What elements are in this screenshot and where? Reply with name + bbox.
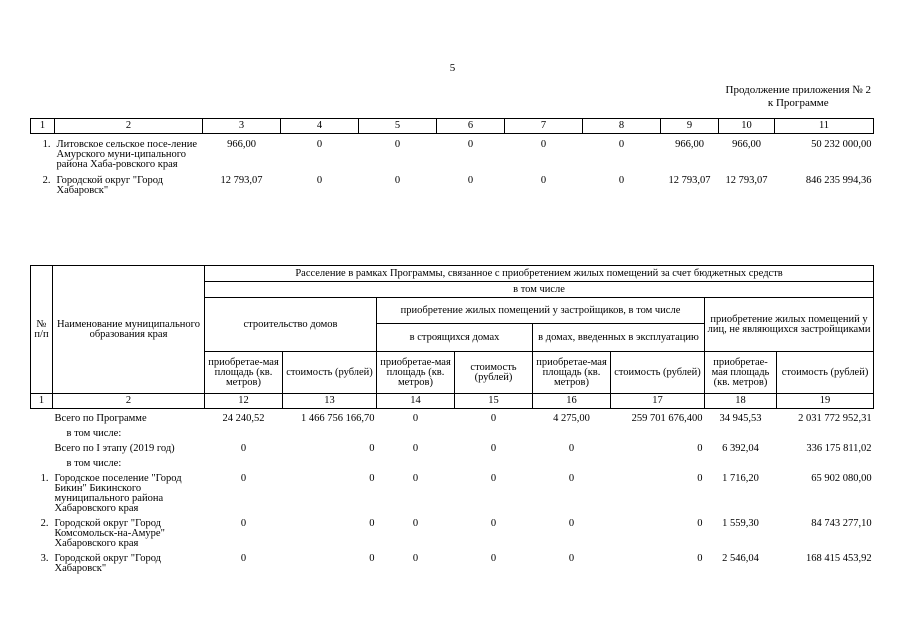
cell: 966,00 [227, 139, 256, 150]
cell: 24 240,52 [222, 413, 265, 424]
cell: 0 [490, 518, 497, 529]
cell: 966,00 [675, 139, 704, 150]
cell: 4 275,00 [553, 413, 590, 424]
row-index [31, 454, 53, 469]
row-name: в том числе: [66, 458, 122, 469]
cell [283, 454, 377, 469]
area-header: приобретае-мая площадь (кв. метров) [205, 352, 283, 394]
cell: 0 [369, 443, 375, 454]
row-name: Всего по Программе [54, 413, 147, 424]
cell: 0 [568, 553, 575, 564]
cell [777, 454, 874, 469]
col-num: 11 [775, 119, 874, 134]
row-name: Городской округ "Город Хабаровск" [56, 175, 164, 196]
row-index: 1. [42, 139, 51, 150]
row-index [31, 424, 53, 439]
table-row [31, 424, 874, 439]
col-num: 18 [705, 394, 777, 409]
cost-header: стоимость (рублей) [455, 352, 533, 394]
col-name-header: Наименование муниципального образования края [53, 266, 205, 394]
cell: 0 [490, 413, 497, 424]
row-name: Городское поселение "Город Бикин" Бикинского муниципального района Хабаровского края [54, 473, 182, 514]
cell: 12 793,07 [725, 175, 768, 186]
cell: 12 793,07 [668, 175, 711, 186]
table-row [31, 439, 874, 454]
cell: 34 945,53 [719, 413, 762, 424]
cell [705, 454, 777, 469]
cell: 0 [697, 473, 703, 484]
table2-column-numbers [31, 394, 874, 409]
cell [455, 454, 533, 469]
cell: 846 235 994,36 [805, 175, 872, 186]
cost-header: стоимость (рублей) [777, 352, 874, 394]
cell: 0 [568, 518, 575, 529]
col-num: 13 [283, 394, 377, 409]
cell: 1 716,20 [722, 473, 759, 484]
cell [705, 424, 777, 439]
cell: 0 [618, 139, 625, 150]
table-row [31, 549, 874, 574]
table-continuation [30, 118, 874, 196]
table-row [31, 454, 874, 469]
cell: 50 232 000,00 [811, 139, 872, 150]
cell: 0 [490, 473, 497, 484]
col-num: 19 [777, 394, 874, 409]
table-row [31, 409, 874, 425]
col-num: 17 [611, 394, 705, 409]
cell: 0 [540, 175, 547, 186]
col-num: 4 [281, 119, 359, 134]
cell [533, 424, 611, 439]
col-num: 2 [55, 119, 203, 134]
cell [611, 454, 705, 469]
table-row [31, 514, 874, 549]
row-name: Городской округ "Город Хабаровск" [54, 553, 162, 574]
row-name: Литовское сельское посе-ление Амурского муни-ципального района Хаба-ровского края [56, 139, 197, 170]
table-row [31, 469, 874, 514]
cell: 0 [240, 553, 247, 564]
cell: 168 415 453,92 [805, 553, 872, 564]
cell: 966,00 [732, 139, 761, 150]
cell [377, 424, 455, 439]
cell [611, 424, 705, 439]
row-index: 2. [40, 518, 49, 529]
col-num: 16 [533, 394, 611, 409]
cell: 0 [240, 473, 247, 484]
cell: 0 [316, 139, 323, 150]
row-index [31, 409, 53, 425]
col-num: 3 [203, 119, 281, 134]
cell: 0 [697, 443, 703, 454]
cell: 0 [412, 473, 419, 484]
cell: 2 546,04 [722, 553, 759, 564]
in-operation-header: в домах, введенных в эксплуатацию [533, 324, 705, 352]
col-num: 9 [661, 119, 719, 134]
cell: 0 [412, 443, 419, 454]
area-header: приобретае-мая площадь (кв. метров) [377, 352, 455, 394]
cell: 0 [618, 175, 625, 186]
cell [777, 424, 874, 439]
cost-header: стоимость (рублей) [283, 352, 377, 394]
cell [205, 454, 283, 469]
cell: 0 [540, 139, 547, 150]
appendix-line-2: к Программе [767, 97, 829, 109]
construction-header: строительство домов [205, 298, 377, 352]
row-name: Всего по I этапу (2019 год) [54, 443, 175, 454]
col-num: 6 [437, 119, 505, 134]
cell: 0 [467, 139, 474, 150]
cell: 65 902 080,00 [811, 473, 872, 484]
cell: 0 [568, 443, 575, 454]
cell: 0 [412, 413, 419, 424]
table-resettlement [30, 265, 874, 574]
area-header: приобретае-мая площадь (кв. метров) [705, 352, 777, 394]
col-num: 2 [53, 394, 205, 409]
col-num: 15 [455, 394, 533, 409]
appendix-line-1: Продолжение приложения № 2 [725, 84, 871, 96]
col-num: 12 [205, 394, 283, 409]
including-header: в том числе [205, 282, 874, 298]
cell: 6 392,04 [722, 443, 759, 454]
cell [377, 454, 455, 469]
row-index: 2. [42, 175, 51, 186]
col-num: 10 [719, 119, 775, 134]
page-number: 5 [449, 62, 456, 74]
cell [283, 424, 377, 439]
cost-header: стоимость (рублей) [611, 352, 705, 394]
cell: 0 [697, 553, 703, 564]
col-no-header: № п/п [31, 266, 53, 394]
cell: 0 [369, 518, 375, 529]
cell [205, 424, 283, 439]
table2-body [31, 409, 874, 575]
table1-column-numbers [31, 119, 874, 134]
col-num: 8 [583, 119, 661, 134]
appendix-note [726, 84, 871, 110]
col-num: 1 [31, 394, 53, 409]
table-row [31, 134, 874, 171]
top-header: Расселение в рамках Программы, связанное с приобретением жилых помещений за счет бюджетных средств [205, 266, 874, 282]
col-num: 7 [505, 119, 583, 134]
col-num: 14 [377, 394, 455, 409]
cell: 0 [697, 518, 703, 529]
cell: 0 [316, 175, 323, 186]
cell: 1 559,30 [722, 518, 759, 529]
row-name: Городской округ "Город Комсомольск-на-Амуре" Хабаровского края [54, 518, 165, 549]
col-num: 5 [359, 119, 437, 134]
row-name: в том числе: [66, 428, 122, 439]
cell: 1 466 756 166,70 [301, 413, 375, 424]
cell: 2 031 772 952,31 [798, 413, 872, 424]
cell: 0 [394, 139, 401, 150]
row-index [31, 439, 53, 454]
cell: 0 [490, 443, 497, 454]
cell: 12 793,07 [220, 175, 263, 186]
cell: 0 [369, 473, 375, 484]
col-num: 1 [31, 119, 55, 134]
in-construction-header: в строящихся домах [377, 324, 533, 352]
cell: 259 701 676,400 [631, 413, 703, 424]
cell: 84 743 277,10 [811, 518, 872, 529]
cell: 0 [412, 553, 419, 564]
row-index: 3. [40, 553, 49, 564]
cell: 0 [412, 518, 419, 529]
cell: 0 [467, 175, 474, 186]
cell: 0 [394, 175, 401, 186]
row-index: 1. [40, 473, 49, 484]
cell [533, 454, 611, 469]
cell: 0 [240, 518, 247, 529]
cell: 0 [568, 473, 575, 484]
cell: 0 [490, 553, 497, 564]
purchase-dev-header: приобретение жилых помещений у застройщиков, в том числе [377, 298, 705, 324]
cell: 336 175 811,02 [806, 443, 872, 454]
cell: 0 [369, 553, 375, 564]
area-header: приобретае-мая площадь (кв. метров) [533, 352, 611, 394]
purchase-nondev-header: приобретение жилых помещений у лиц, не являющихся застройщиками [705, 298, 874, 352]
cell: 0 [240, 443, 247, 454]
table-row [31, 170, 874, 196]
cell [455, 424, 533, 439]
